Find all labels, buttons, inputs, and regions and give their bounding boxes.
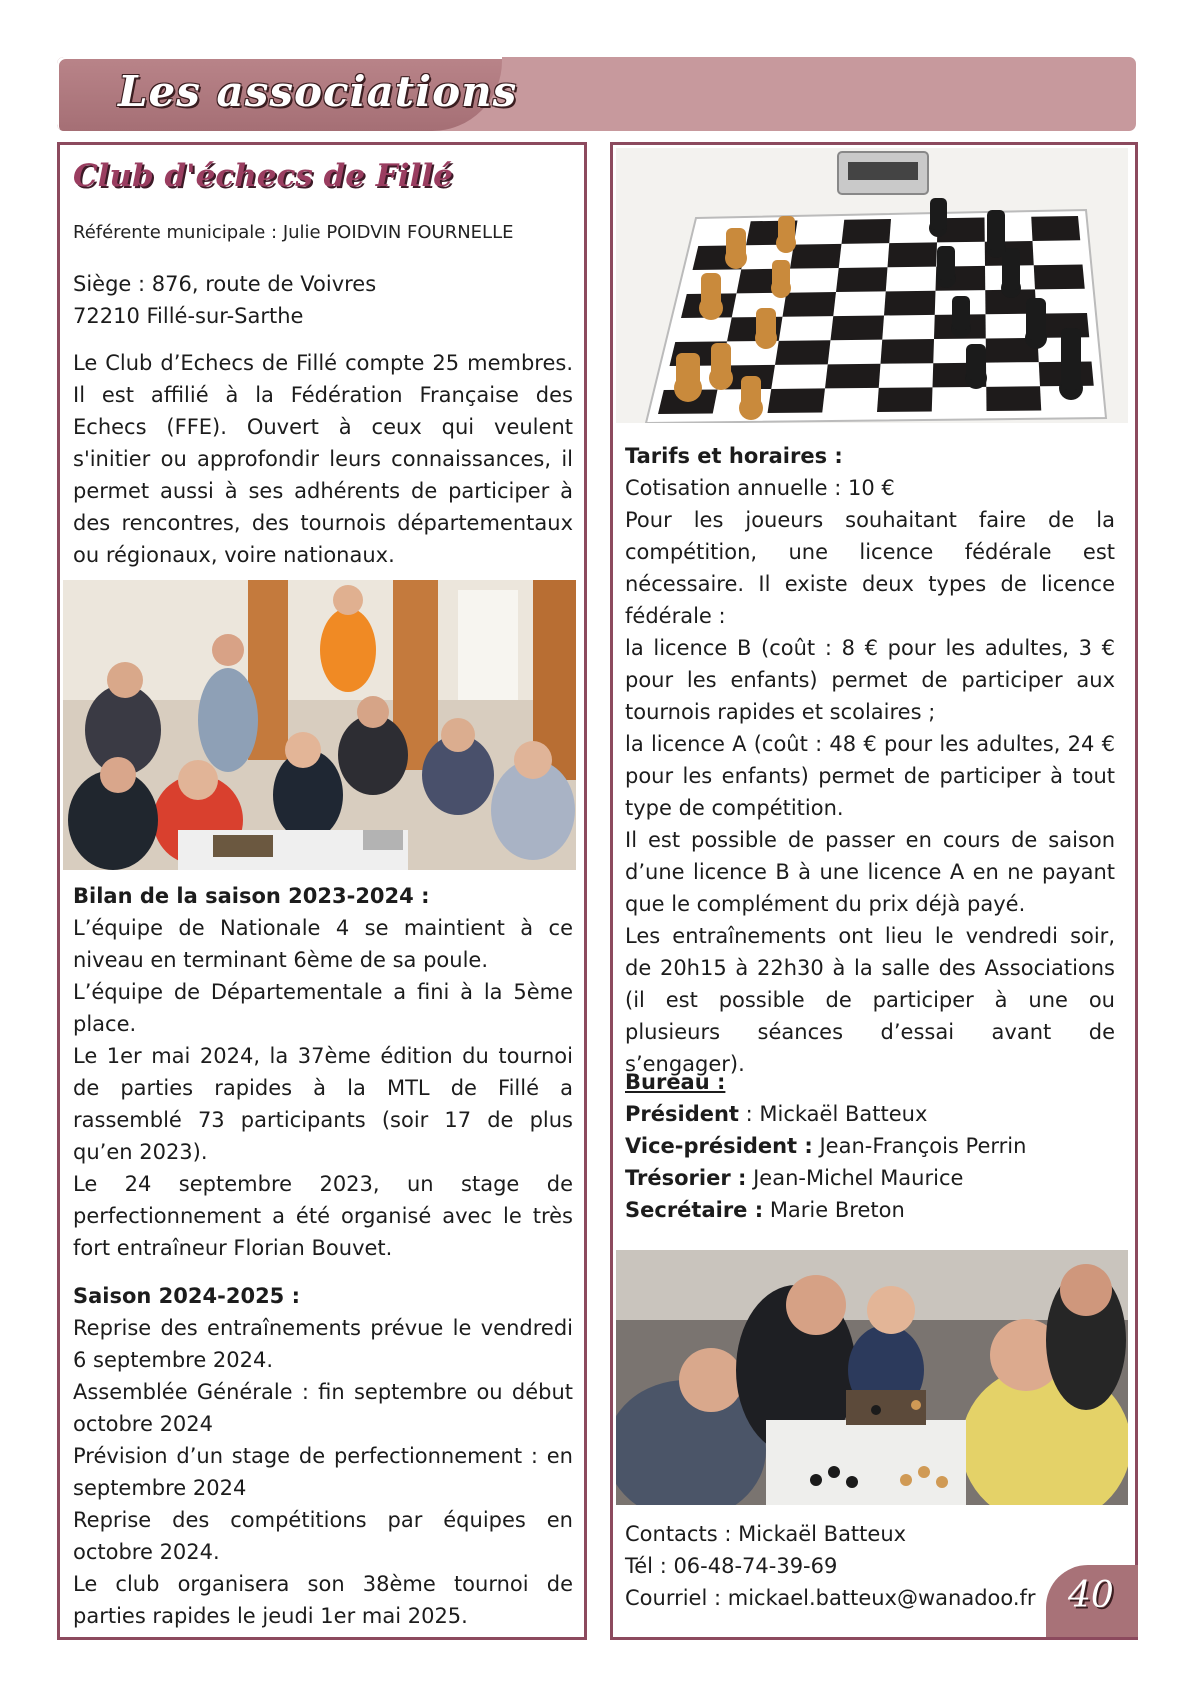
board-square xyxy=(790,244,842,269)
bureau-section xyxy=(625,1066,1115,1226)
saison-section xyxy=(73,1280,573,1632)
club-intro: Le Club d’Echecs de Fillé compte 25 membres. Il est affilié à la Fédération Française des Echecs (FFE). Ouvert à ceux qui veulent s'initier ou approfondir leurs connaissances, il permet aussi à ses adhérents de participer à des rencontres, des tournois départementaux ou régionaux, voire nationaux. xyxy=(73,351,573,567)
club-title: Club d'échecs de Fillé xyxy=(73,158,453,194)
contacts-name: Contacts : Mickaël Batteux xyxy=(625,1522,907,1546)
contacts-phone: Tél : 06-48-74-39-69 xyxy=(625,1554,838,1578)
board-square xyxy=(986,386,1041,411)
players-photo xyxy=(616,1250,1128,1505)
bilan-para-2: L’équipe de Départementale a fini à la 5ème place. xyxy=(73,980,573,1036)
vice-president-value: Jean-François Perrin xyxy=(812,1134,1027,1158)
board-square xyxy=(831,316,885,341)
players-photo-illustration xyxy=(616,1250,1128,1505)
tarifs-cotisation: Cotisation annuelle : 10 € xyxy=(625,476,895,500)
saison-para-2: Assemblée Générale : fin septembre ou début octobre 2024 xyxy=(73,1380,573,1436)
secretaire-value: Marie Breton xyxy=(763,1198,905,1222)
chessboard-illustration xyxy=(616,148,1128,423)
board-square xyxy=(842,219,892,244)
board-square xyxy=(877,387,933,412)
saison-para-3: Prévision d’un stage de perfectionnement : en septembre 2024 xyxy=(73,1444,573,1500)
page-number: 40 xyxy=(1068,1575,1114,1616)
tournament-photo xyxy=(63,580,576,870)
president-label: Président xyxy=(625,1102,739,1126)
bilan-para-4: Le 24 septembre 2023, un stage de perfectionnement a été organisé avec le très fort entraîneur Florian Bouvet. xyxy=(73,1172,573,1260)
board-square xyxy=(881,339,935,364)
bureau-president xyxy=(625,1098,1115,1130)
board-square xyxy=(1034,265,1085,290)
chessboard-photo xyxy=(616,148,1128,423)
secretaire-label: Secrétaire : xyxy=(625,1198,764,1222)
tresorier-label: Trésorier : xyxy=(625,1166,747,1190)
board-square xyxy=(836,267,888,292)
siege-line-2: 72210 Fillé-sur-Sarthe xyxy=(73,304,304,328)
saison-para-1: Reprise des entraînements prévue le vendredi 6 septembre 2024. xyxy=(73,1316,573,1372)
vice-president-label: Vice-président : xyxy=(625,1134,813,1158)
contacts-section xyxy=(625,1518,1085,1614)
tarifs-heading: Tarifs et horaires : xyxy=(625,444,843,468)
tarifs-section xyxy=(625,440,1115,1080)
siege-line-1: Siège : 876, route de Voivres xyxy=(73,272,377,296)
bureau-secretaire xyxy=(625,1194,1115,1226)
tresorier-value: Jean-Michel Maurice xyxy=(746,1166,964,1190)
board-square xyxy=(1031,216,1080,241)
bureau-tresorier xyxy=(625,1162,1115,1194)
president-value: : Mickaël Batteux xyxy=(738,1102,928,1126)
referente-line: Référente municipale : Julie POIDVIN FOURNELLE xyxy=(73,222,514,243)
board-square xyxy=(783,292,837,317)
board-square xyxy=(768,388,826,413)
board-square xyxy=(884,291,936,316)
siege-block xyxy=(73,268,573,332)
tournament-photo-illustration xyxy=(63,580,576,870)
bureau-vice-president xyxy=(625,1130,1115,1162)
bilan-section xyxy=(73,880,573,1264)
saison-para-4: Reprise des compétitions par équipes en octobre 2024. xyxy=(73,1508,573,1564)
bilan-heading: Bilan de la saison 2023-2024 : xyxy=(73,884,430,908)
bureau-heading: Bureau : xyxy=(625,1070,726,1094)
bilan-para-1: L’équipe de Nationale 4 se maintient à ce niveau en terminant 6ème de sa poule. xyxy=(73,916,573,972)
saison-para-5: Le club organisera son 38ème tournoi de parties rapides le jeudi 1er mai 2025. xyxy=(73,1572,573,1628)
tarifs-licence-a: la licence A (coût : 48 € pour les adultes, 24 € pour les enfants) permet de participer à tout type de compétition. xyxy=(625,732,1115,820)
board-square xyxy=(825,364,881,389)
section-title: Les associations xyxy=(118,67,518,116)
tarifs-licence-b: la licence B (coût : 8 € pour les adultes, 3 € pour les enfants) permet de participer aux tournois rapides et scolaires ; xyxy=(625,636,1115,724)
tarifs-horaires: Les entraînements ont lieu le vendredi soir, de 20h15 à 22h30 à la salle des Associations (il est possible de participer à une ou plusieurs séances d’essai avant de s’engager). xyxy=(625,924,1115,1076)
contacts-email: Courriel : mickael.batteux@wanadoo.fr xyxy=(625,1586,1036,1610)
board-square xyxy=(888,242,938,267)
saison-heading: Saison 2024-2025 : xyxy=(73,1284,301,1308)
tarifs-para-2: Pour les joueurs souhaitant faire de la compétition, une licence fédérale est nécessaire. Il existe deux types de licence fédérale : xyxy=(625,508,1115,628)
bilan-para-3: Le 1er mai 2024, la 37ème édition du tournoi de parties rapides à la MTL de Fillé a rassemblé 73 participants (soir 17 de plus qu’en 2023). xyxy=(73,1044,573,1164)
board-square xyxy=(775,340,831,365)
tarifs-para-5: Il est possible de passer en cours de saison d’une licence B à une licence A en ne payant que le complément du prix déjà payé. xyxy=(625,828,1115,916)
